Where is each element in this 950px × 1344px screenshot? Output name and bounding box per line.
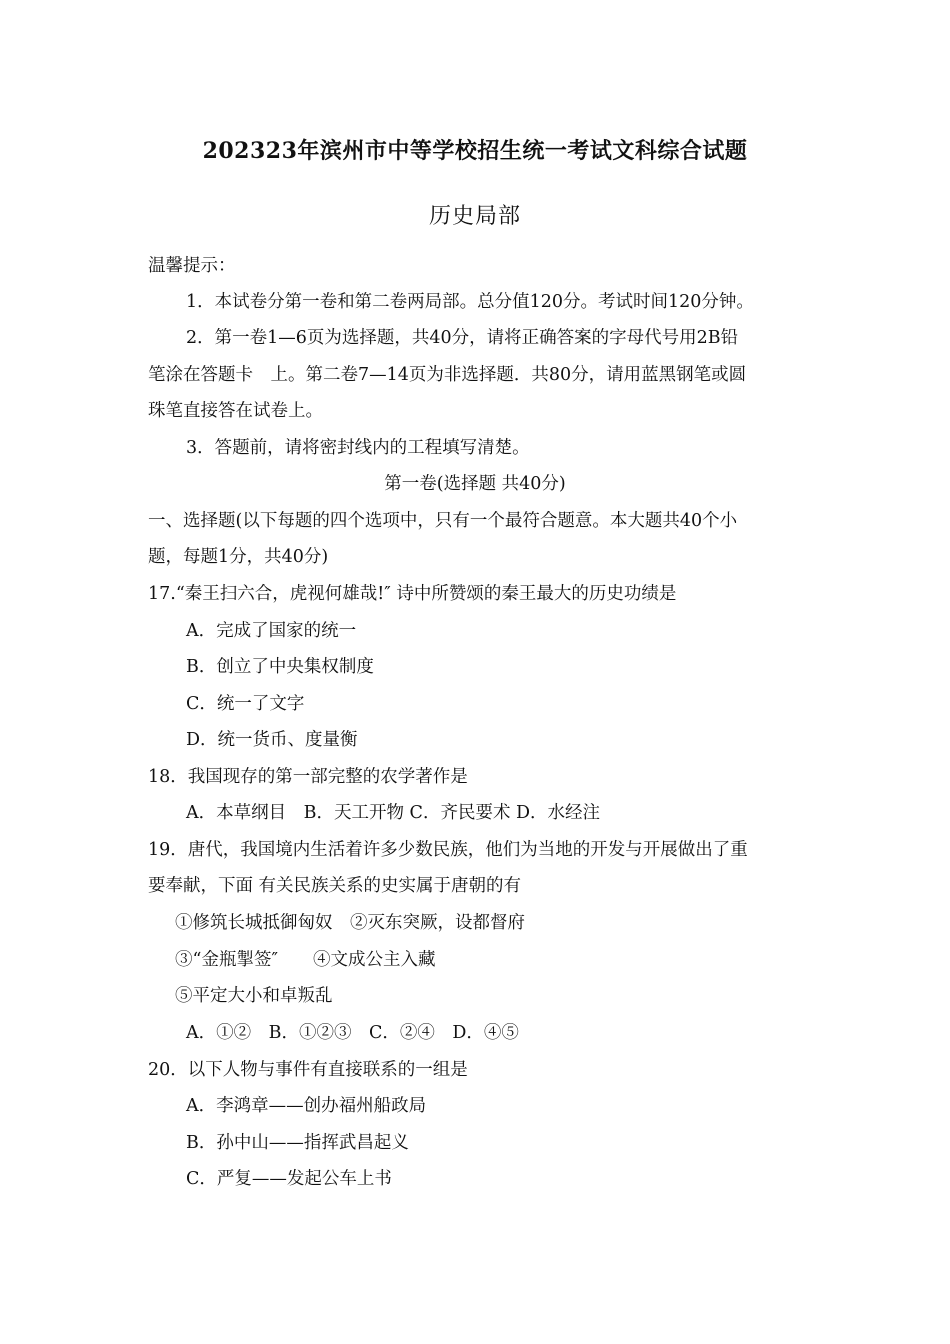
- section-instruction-line-2: 题，每题1分，共40分): [148, 547, 329, 567]
- q20-option-a: A．李鸿章——创办福州船政局: [186, 1096, 427, 1116]
- q17-option-b: B．创立了中央集权制度: [186, 657, 374, 677]
- q19-item-5: ⑤平定大小和卓叛乱: [175, 986, 333, 1006]
- section-instruction-line-1: 一、选择题(以下每题的四个选项中，只有一个最符合题意。本大题共40个小: [148, 511, 738, 531]
- exam-title: 202323年滨州市中等学校招生统一考试文科综合试题: [202, 138, 748, 164]
- notice-item-1: 1．本试卷分第一卷和第二卷两局部。总分值120分。考试时间120分钟。: [186, 292, 754, 312]
- q18-stem: 18．我国现存的第一部完整的农学著作是: [148, 767, 468, 787]
- q20-option-c: C．严复——发起公车上书: [186, 1169, 392, 1189]
- notice-item-2-line-1: 2．第一卷1—6页为选择题，共40分，请将正确答案的字母代号用2B铅: [186, 328, 739, 348]
- exam-subtitle: 历史局部: [428, 204, 521, 229]
- q17-stem: 17.“秦王扫六合，虎视何雄哉!″ 诗中所赞颂的秦王最大的历史功绩是: [148, 584, 677, 604]
- q19-items-3-4: ③“金瓶掣签″ ④文成公主入藏: [175, 950, 436, 970]
- notice-item-2-line-2: 笔涂在答题卡 上。第二卷7—14页为非选择题．共80分，请用蓝黑钢笔或圆: [148, 365, 747, 385]
- q20-stem: 20．以下人物与事件有直接联系的一组是: [148, 1060, 468, 1080]
- q19-options: A．①② B．①②③ C．②④ D．④⑤: [186, 1023, 519, 1043]
- q17-option-c: C．统一了文字: [186, 694, 305, 714]
- q19-stem-line-2: 要奉献，下面 有关民族关系的史实属于唐朝的有: [148, 876, 522, 896]
- q19-stem-line-1: 19．唐代，我国境内生活着许多少数民族，他们为当地的开发与开展做出了重: [148, 840, 748, 860]
- q20-option-b: B．孙中山——指挥武昌起义: [186, 1133, 409, 1153]
- notice-item-2-line-3: 珠笔直接答在试卷上。: [148, 401, 323, 421]
- notice-heading: 温馨提示：: [148, 256, 236, 276]
- q17-option-d: D．统一货币、度量衡: [186, 730, 358, 750]
- q18-options: A．本草纲目 B．天工开物 C．齐民要术 D．水经注: [186, 803, 601, 823]
- q19-items-1-2: ①修筑长城抵御匈奴 ②灭东突厥，设都督府: [175, 913, 525, 933]
- notice-item-3: 3．答题前，请将密封线内的工程填写清楚。: [186, 438, 530, 458]
- q17-option-a: A．完成了国家的统一: [186, 621, 357, 641]
- section-title: 第一卷(选择题 共40分): [384, 474, 566, 494]
